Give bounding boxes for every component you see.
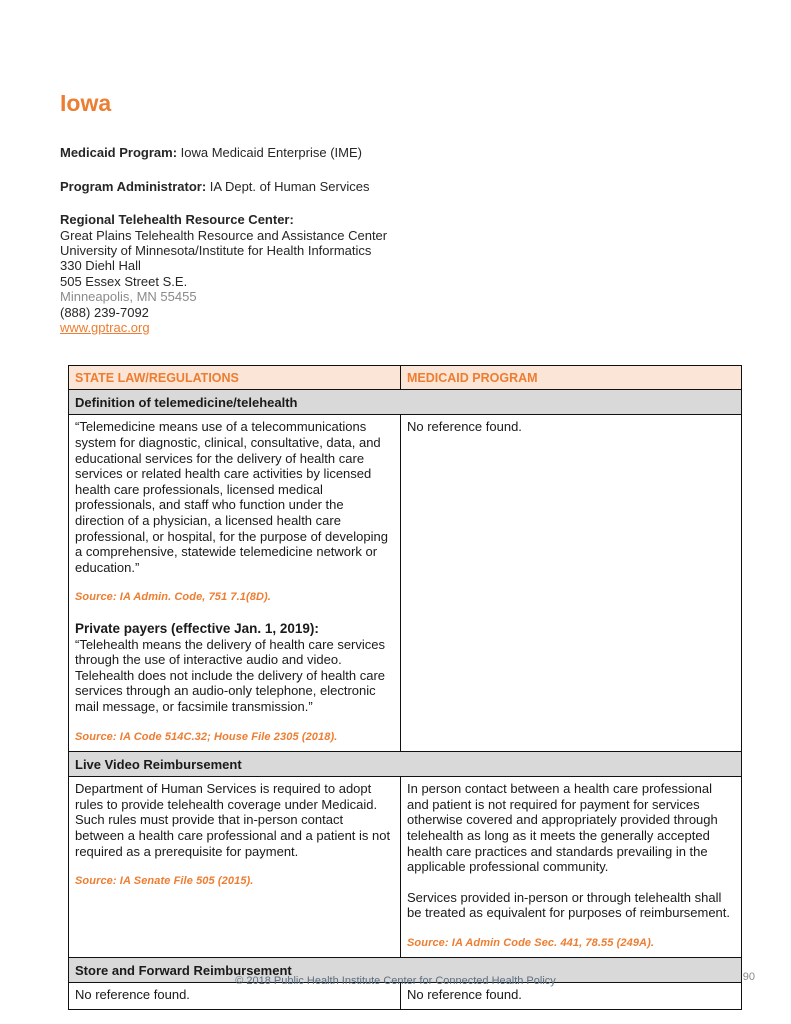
- table-row-live-video: [69, 777, 742, 958]
- live-video-medicaid-source: Source: IA Admin Code Sec. 441, 78.55 (249A).: [407, 936, 654, 949]
- no-reference-text: No reference found.: [407, 987, 522, 1003]
- footer-copyright: © 2018 Public Health Institute Center for Connected Health Policy: [235, 975, 556, 987]
- resource-center-institute: University of Minnesota/Institute for Health Informatics: [60, 243, 372, 258]
- private-payers-source-citation: Source: IA Code 514C.32; House File 2305 (2018).: [75, 730, 338, 743]
- definition-paragraph: “Telemedicine means use of a telecommunications system for diagnostic, clinical, consultative, data, and educational services for the delivery of health care services or related health care activities by licensed health care professionals, licensed medical professionals, and staff who function under the direction of a physician, a licensed health care professional, or hospital, for the purpose of developing a comprehensive, statewide telemedicine network or education.”: [75, 419, 388, 575]
- table-row-definition: [69, 415, 742, 752]
- table-header-row: [69, 366, 742, 390]
- column-header-medicaid-program: MEDICAID PROGRAM: [401, 366, 742, 390]
- no-reference-text: No reference found.: [407, 419, 522, 435]
- section-title-definition: Definition of telemedicine/telehealth: [69, 390, 742, 415]
- resource-center-block: [60, 212, 741, 335]
- resource-center-address1: 330 Diehl Hall: [60, 258, 141, 274]
- no-reference-text: No reference found.: [75, 987, 190, 1003]
- section-title-store-forward: Store and Forward Reimbursement: [69, 958, 742, 983]
- live-video-medicaid-paragraph-2: Services provided in-person or through telehealth shall be treated as equivalent for purposes of reimbursement.: [407, 889, 731, 921]
- private-payers-paragraph: “Telehealth means the delivery of health care services through the use of interactive audio and video. Telehealth does not include the delivery of health care services through an audio-only telephone, electronic mail message, or facsimile transmission.”: [75, 636, 386, 714]
- live-video-state-law-cell: [69, 777, 401, 958]
- section-header-row-definition: [69, 390, 742, 415]
- live-video-state-law-source: Source: IA Senate File 505 (2015).: [75, 875, 254, 888]
- resource-center-city: Minneapolis, MN 55455: [60, 289, 197, 305]
- page-title: Iowa: [60, 90, 112, 116]
- medicaid-program-line: [60, 145, 741, 161]
- page-number: 90: [742, 971, 755, 983]
- resource-center-website-link[interactable]: www.gptrac.org: [60, 320, 150, 336]
- resource-center-org: Great Plains Telehealth Resource and Assistance Center: [60, 227, 388, 243]
- section-header-row-live-video: [69, 752, 742, 777]
- policy-table: [68, 365, 742, 1010]
- program-administrator-label: Program Administrator:: [60, 178, 207, 194]
- program-administrator-line: [60, 179, 741, 195]
- resource-center-address2: 505 Essex Street S.E.: [60, 273, 188, 289]
- live-video-state-law-paragraph: Department of Human Services is required to adopt rules to provide telehealth coverage under Medicaid. Such rules must provide that in-person contact between a health care professional and a patient is not required as a prerequisite for payment.: [75, 781, 391, 859]
- resource-center-label: Regional Telehealth Resource Center:: [60, 212, 294, 228]
- live-video-medicaid-cell: [401, 777, 742, 958]
- column-header-state-law: STATE LAW/REGULATIONS: [69, 366, 401, 390]
- definition-medicaid-cell: [401, 415, 742, 752]
- medicaid-program-label: Medicaid Program:: [60, 145, 178, 160]
- medicaid-program-value: Iowa Medicaid Enterprise (IME): [180, 145, 362, 160]
- live-video-medicaid-paragraph-1: In person contact between a health care professional and patient is not required for payment for services otherwise covered and appropriately provided through telehealth as long as it meets the generally accepted health care practices and standards prevailing in the applicable professional community.: [407, 781, 718, 875]
- resource-center-phone: (888) 239-7092: [60, 304, 149, 320]
- section-title-live-video: Live Video Reimbursement: [69, 752, 742, 777]
- definition-state-law-cell: [69, 415, 401, 752]
- definition-source-citation: Source: IA Admin. Code, 751 7.1(8D).: [75, 591, 271, 604]
- private-payers-subheading: Private payers (effective Jan. 1, 2019):: [75, 620, 319, 636]
- program-administrator-value: IA Dept. of Human Services: [209, 178, 370, 194]
